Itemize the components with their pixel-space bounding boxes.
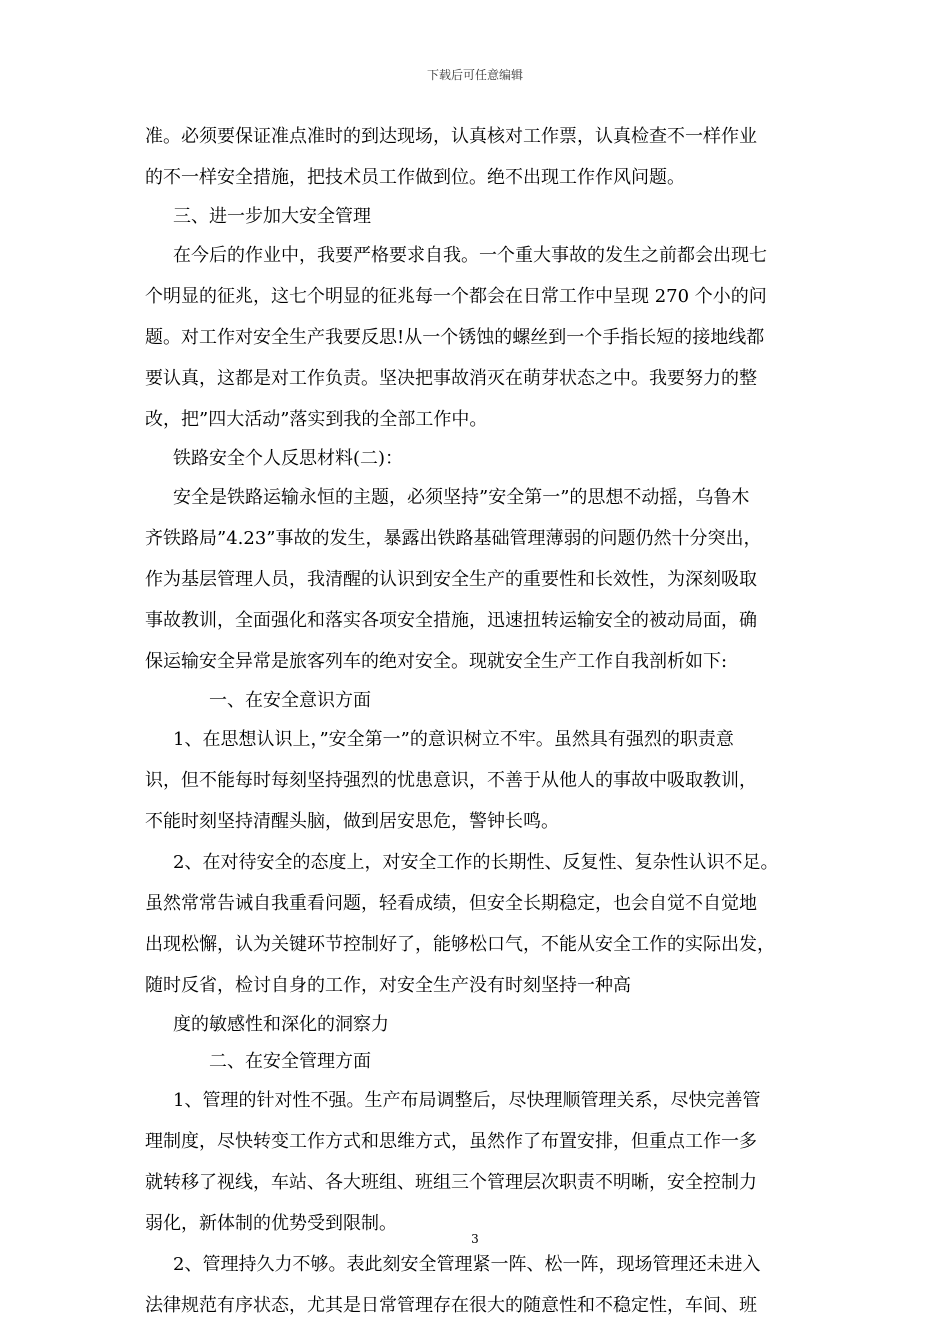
paragraph-line: 2、在对待安全的态度上，对安全工作的长期性、反复性、复杂性认识不足。	[173, 852, 779, 873]
page-header: 下载后可任意编辑	[426, 68, 523, 82]
paragraph-line: 题。对工作对安全生产我要反思!从一个锈蚀的螺丝到一个手指长短的接地线都	[145, 327, 765, 348]
section-heading: 二、在安全管理方面	[209, 1051, 371, 1072]
paragraph-line: 保运输安全异常是旅客列车的绝对安全。现就安全生产工作自我剖析如下:	[145, 651, 728, 672]
document-body	[145, 116, 825, 1326]
paragraph-line: 个明显的征兆，这七个明显的征兆每一个都会在日常工作中呈现 270 个小的问	[145, 286, 767, 307]
paragraph-line: 准。必须要保证准点准时的到达现场，认真核对工作票，认真检查不一样作业	[145, 126, 757, 147]
paragraph-line: 1、在思想认识上，”安全第一”的意识树立不牢。虽然具有强烈的职责意	[173, 729, 734, 750]
paragraph-line: 就转移了视线，车站、各大班组、班组三个管理层次职责不明晰，安全控制力	[145, 1172, 757, 1193]
paragraph-line: 1、管理的针对性不强。生产布局调整后，尽快理顺管理关系，尽快完善管	[173, 1090, 761, 1111]
paragraph-line: 弱化，新体制的优势受到限制。	[145, 1213, 397, 1234]
paragraph-line: 虽然常常告诫自我重看问题，轻看成绩，但安全长期稳定，也会自觉不自觉地	[145, 893, 757, 914]
paragraph-line: 2、管理持久力不够。表此刻安全管理紧一阵、松一阵，现场管理还未进入	[173, 1254, 761, 1275]
paragraph-line: 法律规范有序状态，尤其是日常管理存在很大的随意性和不稳定性，车间、班	[145, 1295, 757, 1316]
paragraph-line: 的不一样安全措施，把技术员工作做到位。绝不出现工作作风问题。	[145, 167, 685, 188]
page-number: 3	[471, 1232, 479, 1246]
paragraph-line: 安全是铁路运输永恒的主题，必须坚持”安全第一”的思想不动摇，乌鲁木	[173, 487, 750, 508]
paragraph-line: 改，把”四大活动”落实到我的全部工作中。	[145, 409, 488, 430]
paragraph-line: 出现松懈，认为关键环节控制好了，能够松口气，不能从安全工作的实际出发，	[145, 934, 775, 955]
paragraph-line: 不能时刻坚持清醒头脑，做到居安思危，警钟长鸣。	[145, 811, 559, 832]
section-heading: 三、进一步加大安全管理	[173, 206, 371, 227]
paragraph-line: 事故教训，全面强化和落实各项安全措施，迅速扭转运输安全的被动局面，确	[145, 610, 757, 631]
paragraph-line: 识，但不能每时每刻坚持强烈的忧患意识，不善于从他人的事故中吸取教训，	[145, 770, 757, 791]
paragraph-line: 作为基层管理人员，我清醒的认识到安全生产的重要性和长效性，为深刻吸取	[145, 569, 757, 590]
paragraph-line: 随时反省，检讨自身的工作，对安全生产没有时刻坚持一种高	[145, 975, 631, 996]
paragraph-line: 度的敏感性和深化的洞察力	[173, 1014, 389, 1035]
section-heading: 一、在安全意识方面	[209, 690, 371, 711]
paragraph-line: 要认真，这都是对工作负责。坚决把事故消灭在萌芽状态之中。我要努力的整	[145, 368, 757, 389]
paragraph-line: 理制度，尽快转变工作方式和思维方式，虽然作了布置安排，但重点工作一多	[145, 1131, 757, 1152]
section-heading: 铁路安全个人反思材料(二)：	[173, 448, 404, 469]
paragraph-line: 齐铁路局”4.23”事故的发生，暴露出铁路基础管理薄弱的问题仍然十分突出，	[145, 528, 762, 549]
paragraph-line: 在今后的作业中，我要严格要求自我。一个重大事故的发生之前都会出现七	[173, 245, 767, 266]
